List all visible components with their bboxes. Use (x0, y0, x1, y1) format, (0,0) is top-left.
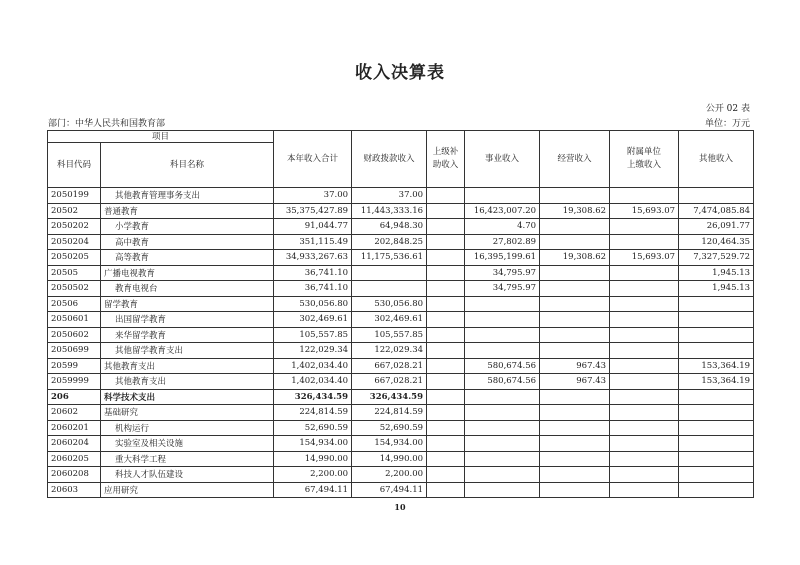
cell-name: 高中教育 (101, 234, 274, 250)
cell-other (679, 451, 754, 467)
cell-other (679, 389, 754, 405)
cell-total: 52,690.59 (274, 420, 352, 436)
page-title: 收入决算表 (355, 63, 445, 83)
cell-affiliated (610, 265, 679, 281)
cell-affiliated (610, 482, 679, 498)
cell-total: 14,990.00 (274, 451, 352, 467)
cell-fiscal: 667,028.21 (352, 374, 427, 390)
cell-fiscal: 667,028.21 (352, 358, 427, 374)
header-operating: 经营收入 (540, 131, 610, 188)
cell-other (679, 482, 754, 498)
cell-operating (540, 219, 610, 235)
cell-business (465, 389, 540, 405)
cell-name: 来华留学教育 (101, 327, 274, 343)
table-row (48, 250, 754, 266)
cell-operating (540, 343, 610, 359)
cell-code: 20505 (48, 265, 101, 281)
cell-name: 实验室及相关设施 (101, 436, 274, 452)
cell-fiscal: 11,175,536.61 (352, 250, 427, 266)
header-subsidy-line1: 上级补 (432, 147, 459, 157)
cell-subsidy (427, 296, 465, 312)
cell-code: 2050199 (48, 188, 101, 204)
cell-fiscal (352, 281, 427, 297)
cell-other (679, 436, 754, 452)
cell-code: 20602 (48, 405, 101, 421)
table-row (48, 436, 754, 452)
cell-total: 36,741.10 (274, 281, 352, 297)
cell-business (465, 451, 540, 467)
table-row (48, 203, 754, 219)
cell-business (465, 327, 540, 343)
cell-operating (540, 296, 610, 312)
cell-total: 2,200.00 (274, 467, 352, 483)
cell-business (465, 420, 540, 436)
table-row (48, 312, 754, 328)
cell-subsidy (427, 250, 465, 266)
table-row (48, 327, 754, 343)
cell-total: 34,933,267.63 (274, 250, 352, 266)
cell-fiscal: 224,814.59 (352, 405, 427, 421)
unit-label: 单位：万元 (704, 119, 750, 129)
cell-code: 20506 (48, 296, 101, 312)
cell-total: 35,375,427.89 (274, 203, 352, 219)
cell-business (465, 188, 540, 204)
cell-name: 出国留学教育 (101, 312, 274, 328)
cell-total: 67,494.11 (274, 482, 352, 498)
cell-affiliated (610, 327, 679, 343)
cell-subsidy (427, 219, 465, 235)
cell-subsidy (427, 343, 465, 359)
cell-business: 34,795.97 (465, 265, 540, 281)
cell-fiscal: 326,434.59 (352, 389, 427, 405)
cell-name: 科技人才队伍建设 (101, 467, 274, 483)
cell-operating (540, 389, 610, 405)
cell-name: 基础研究 (101, 405, 274, 421)
cell-code: 2050202 (48, 219, 101, 235)
cell-code: 2059999 (48, 374, 101, 390)
table-row (48, 265, 754, 281)
table-row (48, 219, 754, 235)
cell-total: 1,402,034.40 (274, 374, 352, 390)
income-table (47, 130, 754, 498)
cell-affiliated (610, 467, 679, 483)
cell-affiliated (610, 389, 679, 405)
cell-affiliated (610, 436, 679, 452)
cell-business: 580,674.56 (465, 374, 540, 390)
cell-name: 小学教育 (101, 219, 274, 235)
cell-total: 36,741.10 (274, 265, 352, 281)
cell-business: 580,674.56 (465, 358, 540, 374)
cell-other (679, 327, 754, 343)
cell-total: 530,056.80 (274, 296, 352, 312)
cell-subsidy (427, 405, 465, 421)
cell-code: 2050601 (48, 312, 101, 328)
cell-name: 科学技术支出 (101, 389, 274, 405)
cell-other (679, 405, 754, 421)
header-affiliated-line1: 附属单位 (627, 147, 662, 157)
header-subsidy-line2: 助收入 (432, 160, 459, 170)
cell-operating (540, 265, 610, 281)
cell-subsidy (427, 234, 465, 250)
header-name: 科目名称 (101, 143, 274, 188)
cell-fiscal: 202,848.25 (352, 234, 427, 250)
cell-fiscal: 37.00 (352, 188, 427, 204)
cell-total: 105,557.85 (274, 327, 352, 343)
cell-subsidy (427, 451, 465, 467)
cell-total: 351,115.49 (274, 234, 352, 250)
cell-other: 120,464.35 (679, 234, 754, 250)
cell-affiliated (610, 296, 679, 312)
cell-business (465, 343, 540, 359)
cell-fiscal: 154,934.00 (352, 436, 427, 452)
cell-other: 26,091.77 (679, 219, 754, 235)
cell-subsidy (427, 389, 465, 405)
cell-business (465, 405, 540, 421)
cell-operating (540, 451, 610, 467)
header-business: 事业收入 (465, 131, 540, 188)
table-row (48, 451, 754, 467)
cell-affiliated (610, 219, 679, 235)
cell-business (465, 436, 540, 452)
cell-code: 2060201 (48, 420, 101, 436)
cell-code: 2050699 (48, 343, 101, 359)
cell-other (679, 296, 754, 312)
header-item: 项目 (48, 131, 274, 143)
cell-other: 153,364.19 (679, 358, 754, 374)
cell-name: 其他教育支出 (101, 374, 274, 390)
cell-business (465, 296, 540, 312)
cell-affiliated (610, 420, 679, 436)
cell-subsidy (427, 327, 465, 343)
cell-operating: 967.43 (540, 374, 610, 390)
cell-operating (540, 420, 610, 436)
cell-affiliated: 15,693.07 (610, 250, 679, 266)
cell-other (679, 188, 754, 204)
cell-operating (540, 234, 610, 250)
cell-fiscal (352, 265, 427, 281)
cell-subsidy (427, 265, 465, 281)
cell-operating (540, 188, 610, 204)
table-row (48, 343, 754, 359)
cell-code: 2050602 (48, 327, 101, 343)
cell-operating (540, 327, 610, 343)
cell-fiscal: 67,494.11 (352, 482, 427, 498)
cell-other: 1,945.13 (679, 265, 754, 281)
cell-total: 302,469.61 (274, 312, 352, 328)
cell-business: 16,395,199.61 (465, 250, 540, 266)
cell-business (465, 467, 540, 483)
cell-fiscal: 122,029.34 (352, 343, 427, 359)
cell-operating (540, 281, 610, 297)
table-row (48, 296, 754, 312)
header-total: 本年收入合计 (274, 131, 352, 188)
cell-total: 37.00 (274, 188, 352, 204)
department-label: 部门：中华人民共和国教育部 (48, 119, 166, 129)
cell-other (679, 312, 754, 328)
cell-name: 高等教育 (101, 250, 274, 266)
cell-total: 154,934.00 (274, 436, 352, 452)
cell-code: 2050502 (48, 281, 101, 297)
table-row (48, 234, 754, 250)
cell-fiscal: 2,200.00 (352, 467, 427, 483)
cell-other (679, 343, 754, 359)
table-row (48, 482, 754, 498)
header-code: 科目代码 (48, 143, 101, 188)
cell-affiliated (610, 374, 679, 390)
cell-subsidy (427, 467, 465, 483)
cell-subsidy (427, 203, 465, 219)
cell-name: 普通教育 (101, 203, 274, 219)
cell-business: 4.70 (465, 219, 540, 235)
cell-other (679, 467, 754, 483)
table-row (48, 389, 754, 405)
cell-business (465, 482, 540, 498)
header-fiscal: 财政拨款收入 (352, 131, 427, 188)
table-row (48, 405, 754, 421)
cell-subsidy (427, 281, 465, 297)
cell-operating (540, 312, 610, 328)
cell-business: 34,795.97 (465, 281, 540, 297)
cell-affiliated (610, 312, 679, 328)
cell-affiliated: 15,693.07 (610, 203, 679, 219)
cell-business: 16,423,007.20 (465, 203, 540, 219)
cell-fiscal: 530,056.80 (352, 296, 427, 312)
cell-name: 其他教育支出 (101, 358, 274, 374)
table-body (48, 188, 754, 498)
cell-code: 2060205 (48, 451, 101, 467)
cell-subsidy (427, 436, 465, 452)
cell-affiliated (610, 343, 679, 359)
cell-fiscal: 64,948.30 (352, 219, 427, 235)
cell-fiscal: 105,557.85 (352, 327, 427, 343)
header-other: 其他收入 (679, 131, 754, 188)
cell-business: 27,802.89 (465, 234, 540, 250)
cell-name: 机构运行 (101, 420, 274, 436)
cell-total: 122,029.34 (274, 343, 352, 359)
header-subsidy (427, 131, 465, 188)
cell-code: 206 (48, 389, 101, 405)
header-affiliated-line2: 上缴收入 (627, 160, 662, 170)
cell-total: 1,402,034.40 (274, 358, 352, 374)
cell-operating: 19,308.62 (540, 203, 610, 219)
cell-other (679, 420, 754, 436)
cell-subsidy (427, 312, 465, 328)
cell-other: 7,474,085.84 (679, 203, 754, 219)
cell-other: 1,945.13 (679, 281, 754, 297)
table-row (48, 281, 754, 297)
page-number: 10 (394, 502, 406, 512)
cell-name: 其他教育管理事务支出 (101, 188, 274, 204)
cell-affiliated (610, 281, 679, 297)
cell-fiscal: 302,469.61 (352, 312, 427, 328)
cell-affiliated (610, 188, 679, 204)
header-affiliated (610, 131, 679, 188)
cell-total: 91,044.77 (274, 219, 352, 235)
cell-code: 2060204 (48, 436, 101, 452)
cell-subsidy (427, 358, 465, 374)
cell-code: 2060208 (48, 467, 101, 483)
cell-operating (540, 467, 610, 483)
cell-code: 20603 (48, 482, 101, 498)
cell-affiliated (610, 451, 679, 467)
cell-fiscal: 14,990.00 (352, 451, 427, 467)
cell-total: 224,814.59 (274, 405, 352, 421)
cell-operating (540, 405, 610, 421)
cell-name: 广播电视教育 (101, 265, 274, 281)
cell-name: 重大科学工程 (101, 451, 274, 467)
cell-code: 20599 (48, 358, 101, 374)
table-row (48, 188, 754, 204)
table-row (48, 358, 754, 374)
cell-name: 应用研究 (101, 482, 274, 498)
cell-affiliated (610, 405, 679, 421)
cell-business (465, 312, 540, 328)
cell-operating: 19,308.62 (540, 250, 610, 266)
cell-subsidy (427, 482, 465, 498)
cell-operating: 967.43 (540, 358, 610, 374)
cell-other: 7,327,529.72 (679, 250, 754, 266)
cell-affiliated (610, 358, 679, 374)
form-number: 公开 02 表 (705, 104, 750, 114)
table-row (48, 374, 754, 390)
cell-operating (540, 482, 610, 498)
cell-fiscal: 11,443,333.16 (352, 203, 427, 219)
cell-fiscal: 52,690.59 (352, 420, 427, 436)
cell-code: 2050204 (48, 234, 101, 250)
cell-code: 20502 (48, 203, 101, 219)
table-row (48, 420, 754, 436)
cell-total: 326,434.59 (274, 389, 352, 405)
cell-subsidy (427, 420, 465, 436)
cell-subsidy (427, 374, 465, 390)
cell-name: 教育电视台 (101, 281, 274, 297)
cell-subsidy (427, 188, 465, 204)
cell-other: 153,364.19 (679, 374, 754, 390)
cell-affiliated (610, 234, 679, 250)
cell-code: 2050205 (48, 250, 101, 266)
cell-operating (540, 436, 610, 452)
table-row (48, 467, 754, 483)
cell-name: 其他留学教育支出 (101, 343, 274, 359)
cell-name: 留学教育 (101, 296, 274, 312)
